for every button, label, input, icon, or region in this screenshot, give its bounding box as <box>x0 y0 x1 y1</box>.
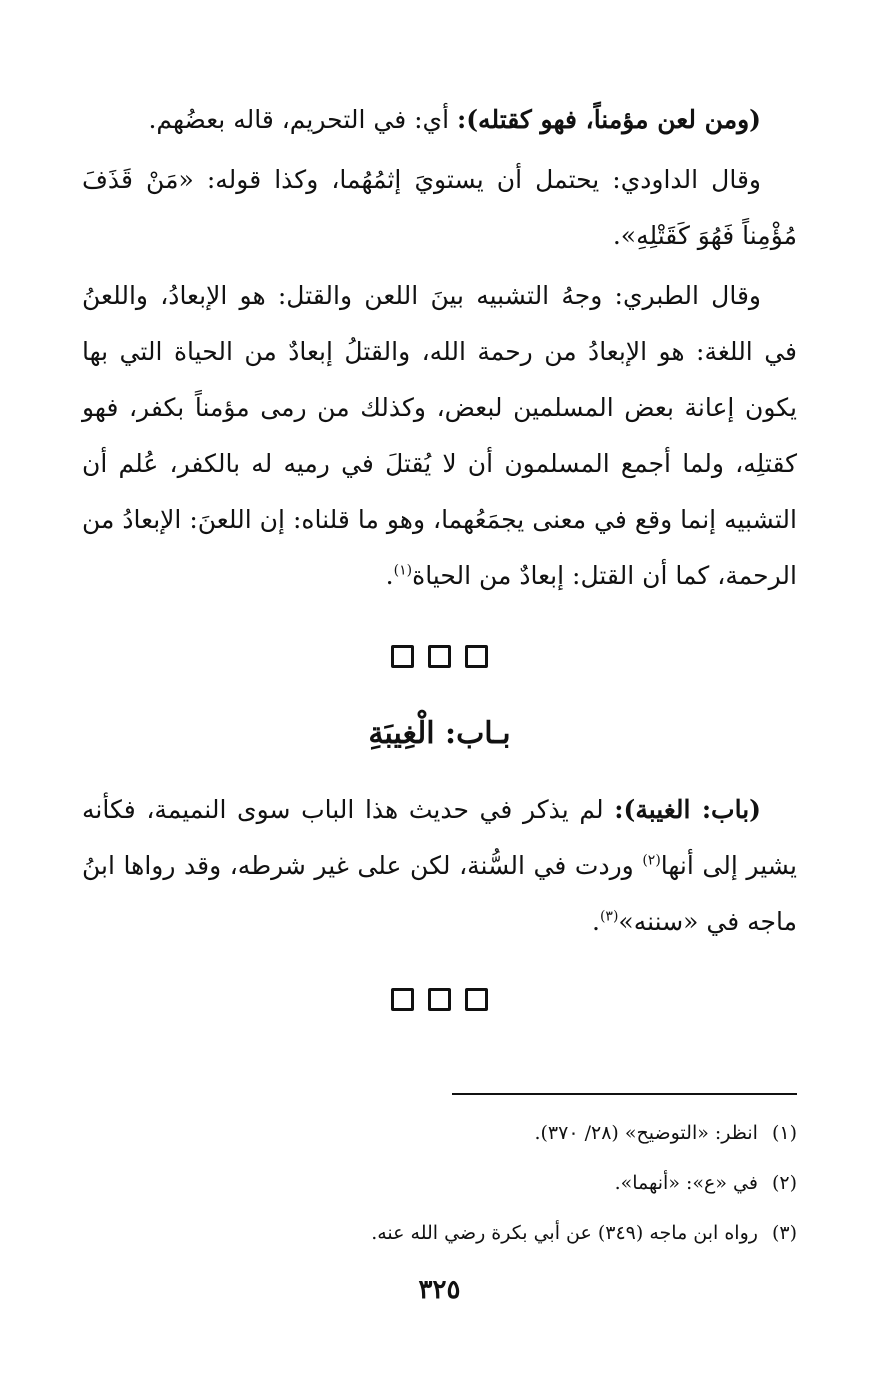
divider-square-icon <box>465 645 488 668</box>
footnote-2 <box>82 1158 797 1208</box>
paragraph-1-lead: (ومن لعن مؤمناً، فهو كقتله): <box>457 105 761 134</box>
footnote-3-number: (٣) <box>771 1222 797 1244</box>
section-2-text <box>82 782 797 950</box>
main-text <box>82 92 797 608</box>
footnote-ref-1[interactable]: (١) <box>393 562 413 579</box>
paragraph-4-text-2: وردت في السُّنة، لكن على غير شرطه، وقد رواها ابنُ ماجه في «سننه» <box>82 851 797 936</box>
footnote-1 <box>82 1108 797 1158</box>
footnote-1-number: (١) <box>771 1122 797 1144</box>
paragraph-3-text: وقال الطبري: وجهُ التشبيه بينَ اللعن والقتل: هو الإبعادُ، واللعنُ في اللغة: هو الإبعادُ من رحمة الله، والقتلُ إبعادٌ من الحياة التي بها يكون إعانة بعض المسلمين لبعض، وكذلك من رمى مؤمناً بكفر، فهو كقتلِه، ولما أجمع المسلمون أن لا يُقتلَ في رميه له بالكفر، عُلم أن التشبيه إنما وقع في معنى يجمَعُهما، وهو ما قلناه: إن اللعنَ: الإبعادُ من الرحمة، كما أن القتل: إبعادٌ من الحياة <box>82 281 797 590</box>
paragraph-4-lead: (باب: الغيبة): <box>614 795 761 824</box>
footnote-ref-3[interactable]: (٣) <box>599 908 619 925</box>
section-divider-2 <box>0 988 879 1018</box>
page-number: ٣٢٥ <box>418 1275 461 1305</box>
footnote-1-text: انظر: «التوضيح» (٢٨/ ٣٧٠). <box>534 1122 758 1144</box>
divider-square-icon <box>428 988 451 1011</box>
chapter-title: بـاب: الْغِيبَةِ <box>368 716 511 751</box>
paragraph-3 <box>82 268 797 604</box>
footnote-3 <box>82 1208 797 1258</box>
divider-square-icon <box>428 645 451 668</box>
paragraph-1-text: أي: في التحريم، قاله بعضُهم. <box>148 105 457 134</box>
footnote-separator <box>452 1093 797 1095</box>
divider-square-icon <box>391 988 414 1011</box>
footnotes <box>82 1108 797 1258</box>
paragraph-3-end: . <box>385 561 394 590</box>
paragraph-1 <box>82 92 797 148</box>
footnote-2-text: في «ع»: «أنهما». <box>614 1172 758 1194</box>
paragraph-4-end: . <box>592 907 600 936</box>
section-divider-1 <box>0 645 879 675</box>
footnote-2-number: (٢) <box>771 1172 797 1194</box>
divider-square-icon <box>465 988 488 1011</box>
divider-square-icon <box>391 645 414 668</box>
paragraph-2-text: وقال الداودي: يحتمل أن يستويَ إثمُهُما، وكذا قوله: «مَنْ قَذَفَ مُؤْمِناً فَهُوَ كَقَتْلِهِ». <box>82 165 797 250</box>
footnote-3-text: رواه ابن ماجه (٣٤٩) عن أبي بكرة رضي الله عنه. <box>371 1222 758 1244</box>
footnote-ref-2[interactable]: (٢) <box>642 852 661 869</box>
paragraph-2 <box>82 152 797 264</box>
paragraph-4 <box>82 782 797 950</box>
paragraph-4-text-1: لم يذكر في حديث هذا الباب سوى النميمة، فكأنه يشير إلى أنها <box>82 795 797 880</box>
